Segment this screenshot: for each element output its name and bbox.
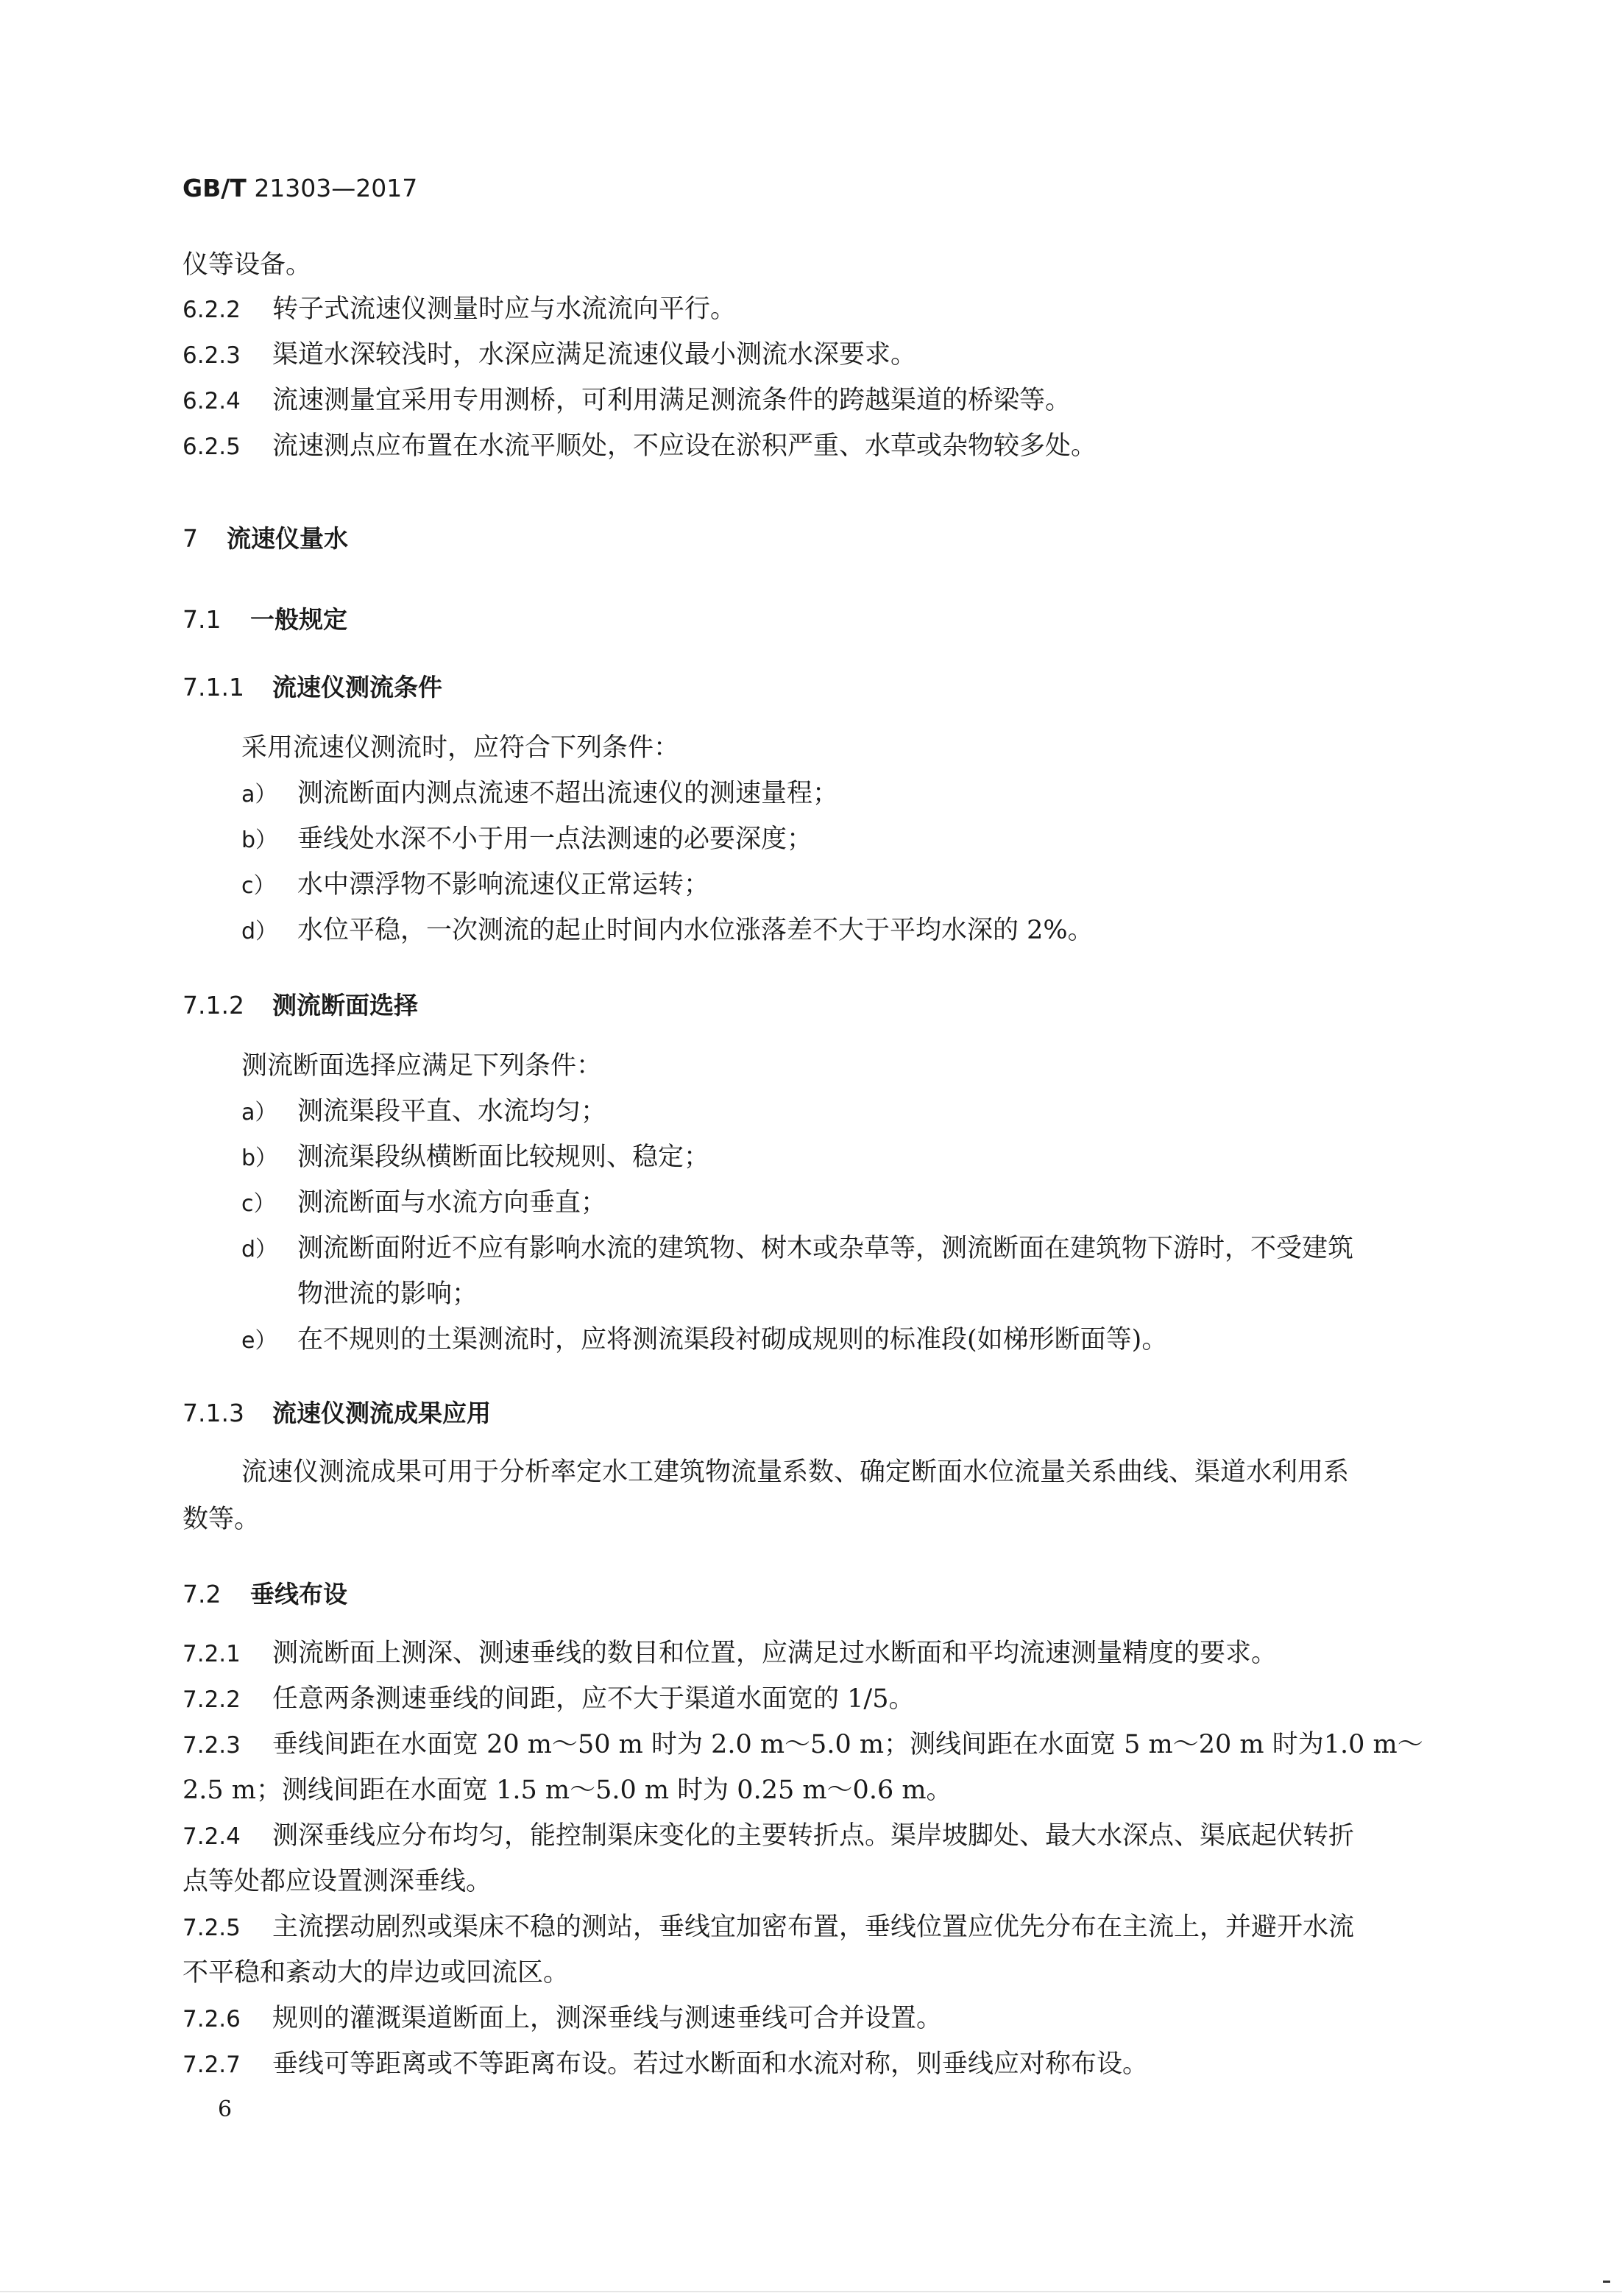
list-text: 水位平稳，一次测流的起止时间内水位涨落差不大于平均水深的 2%。 — [297, 916, 1094, 945]
clause-number: 7.2.4 — [183, 1823, 241, 1850]
clause-number: 7.2.3 — [183, 1732, 241, 1759]
section-number: 7.1.2 — [183, 991, 244, 1020]
list-item — [241, 870, 1515, 901]
list-label: c） — [241, 1191, 276, 1217]
clause-7-2-6 — [183, 2004, 1456, 2034]
clause-text: 规则的灌溉渠道断面上，测深垂线与测速垂线可合并设置。 — [272, 2004, 943, 2033]
clause-7-2-2 — [183, 1684, 1456, 1714]
intro-text: 测流断面选择应满足下列条件： — [241, 1051, 603, 1081]
list-label: b） — [241, 1145, 278, 1171]
list-item — [241, 779, 1515, 810]
list-text: 测流渠段平直、水流均匀； — [297, 1097, 607, 1126]
section-title: 流速仪测流条件 — [272, 673, 442, 702]
section-title: 测流断面选择 — [272, 991, 418, 1020]
clause-text: 流速测量宜采用专用测桥，可利用满足测流条件的跨越渠道的桥梁等。 — [272, 386, 1072, 415]
clause-7-2-1 — [183, 1639, 1456, 1669]
clause-6-2-5 — [183, 431, 1456, 462]
list-label: a） — [241, 782, 277, 808]
bottom-rule — [0, 2291, 1622, 2292]
clause-number: 6.2.4 — [183, 388, 241, 414]
section-number: 7.1.3 — [183, 1399, 244, 1427]
section-heading-7 — [183, 520, 348, 554]
clause-7-2-3 — [183, 1730, 1456, 1760]
list-label: d） — [241, 1237, 278, 1262]
list-item — [241, 1142, 1515, 1173]
list-item — [241, 1234, 1515, 1265]
list-text: 水中漂浮物不影响流速仪正常运转； — [297, 870, 710, 900]
list-label: c） — [241, 873, 276, 899]
clause-number: 7.2.7 — [183, 2052, 241, 2078]
section-heading-7-1-2 — [183, 986, 418, 1021]
clause-6-2-2 — [183, 294, 1456, 325]
list-text: 测流断面内测点流速不超出流速仪的测速量程； — [297, 779, 839, 808]
list-label: e） — [241, 1328, 277, 1354]
list-item — [241, 1188, 1515, 1219]
clause-text: 流速测点应布置在水流平顺处，不应设在淤积严重、水草或杂物较多处。 — [272, 431, 1097, 461]
list-text: 测流断面附近不应有影响水流的建筑物、树木或杂草等，测流断面在建筑物下游时，不受建筑 — [297, 1234, 1354, 1263]
paragraph-line: 流速仪测流成果可用于分析率定水工建筑物流量系数、确定断面水位流量关系曲线、渠道水利用系 — [241, 1458, 1350, 1487]
edge-mark — [1603, 2281, 1610, 2283]
clause-7-2-7 — [183, 2049, 1456, 2080]
section-heading-7-2 — [183, 1575, 347, 1610]
clause-text: 测流断面上测深、测速垂线的数目和位置，应满足过水断面和平均流速测量精度的要求。 — [272, 1639, 1278, 1668]
section-number: 7.2 — [183, 1580, 222, 1608]
clause-continuation: 2.5 m；测线间距在水面宽 1.5 m～5.0 m 时为 0.25 m～0.6 m。 — [183, 1776, 952, 1805]
clause-continuation: 点等处都应设置测深垂线。 — [183, 1867, 492, 1896]
clause-text: 转子式流速仪测量时应与水流流向平行。 — [272, 294, 737, 324]
list-item — [241, 1325, 1515, 1356]
clause-6-2-4 — [183, 386, 1456, 416]
clause-number: 6.2.5 — [183, 434, 241, 460]
clause-continuation: 不平稳和紊动大的岸边或回流区。 — [183, 1958, 570, 1988]
list-item — [241, 1097, 1515, 1128]
page-number: 6 — [218, 2097, 233, 2122]
clause-number: 6.2.3 — [183, 342, 241, 369]
clause-number: 7.2.1 — [183, 1641, 241, 1667]
section-number: 7 — [183, 524, 198, 553]
list-text: 在不规则的土渠测流时，应将测流渠段衬砌成规则的标准段(如梯形断面等)。 — [297, 1325, 1168, 1354]
list-text: 测流断面与水流方向垂直； — [297, 1188, 607, 1218]
clause-7-2-4 — [183, 1821, 1456, 1851]
clause-number: 7.2.6 — [183, 2006, 241, 2032]
list-label: a） — [241, 1100, 277, 1126]
list-text: 垂线处水深不小于用一点法测速的必要深度； — [297, 824, 813, 854]
section-heading-7-1-1 — [183, 668, 442, 703]
list-item — [241, 916, 1515, 947]
clause-text: 渠道水深较浅时，水深应满足流速仪最小测流水深要求。 — [272, 340, 917, 370]
clause-6-2-3 — [183, 340, 1456, 370]
list-item — [241, 824, 1515, 855]
list-label: b） — [241, 827, 278, 853]
clause-text: 任意两条测速垂线的间距，应不大于渠道水面宽的 1/5。 — [272, 1684, 915, 1714]
clause-text: 测深垂线应分布均匀，能控制渠床变化的主要转折点。渠岸坡脚处、最大水深点、渠底起伏转折 — [272, 1821, 1355, 1851]
clause-text: 主流摆动剧烈或渠床不稳的测站，垂线宜加密布置，垂线位置应优先分布在主流上，并避开水流 — [272, 1912, 1355, 1942]
clause-text: 垂线间距在水面宽 20 m～50 m 时为 2.0 m～5.0 m；测线间距在水面宽 5 m～20 m 时为1.0 m～ — [272, 1730, 1423, 1759]
section-number: 7.1.1 — [183, 673, 244, 702]
section-heading-7-1 — [183, 601, 347, 635]
section-heading-7-1-3 — [183, 1394, 491, 1429]
section-title: 一般规定 — [250, 605, 347, 634]
section-title: 流速仪测流成果应用 — [272, 1399, 491, 1427]
paragraph-line: 数等。 — [183, 1505, 261, 1534]
standard-header — [183, 174, 417, 202]
clause-number: 7.2.5 — [183, 1915, 241, 1941]
paragraph-continuation: 仪等设备。 — [183, 250, 312, 280]
section-title: 垂线布设 — [250, 1580, 347, 1608]
section-title: 流速仪量水 — [227, 524, 348, 553]
clause-text: 垂线可等距离或不等距离布设。若过水断面和水流对称，则垂线应对称布设。 — [272, 2049, 1149, 2079]
clause-number: 7.2.2 — [183, 1686, 241, 1713]
list-item-continuation: 物泄流的影响； — [297, 1279, 478, 1309]
clause-number: 6.2.2 — [183, 297, 241, 323]
standard-prefix: GB/T — [183, 174, 247, 202]
list-label: d） — [241, 919, 278, 944]
intro-text: 采用流速仪测流时，应符合下列条件： — [241, 733, 680, 763]
clause-7-2-5 — [183, 1912, 1456, 1943]
standard-number: 21303—2017 — [254, 174, 418, 202]
section-number: 7.1 — [183, 605, 222, 634]
list-text: 测流渠段纵横断面比较规则、稳定； — [297, 1142, 710, 1172]
